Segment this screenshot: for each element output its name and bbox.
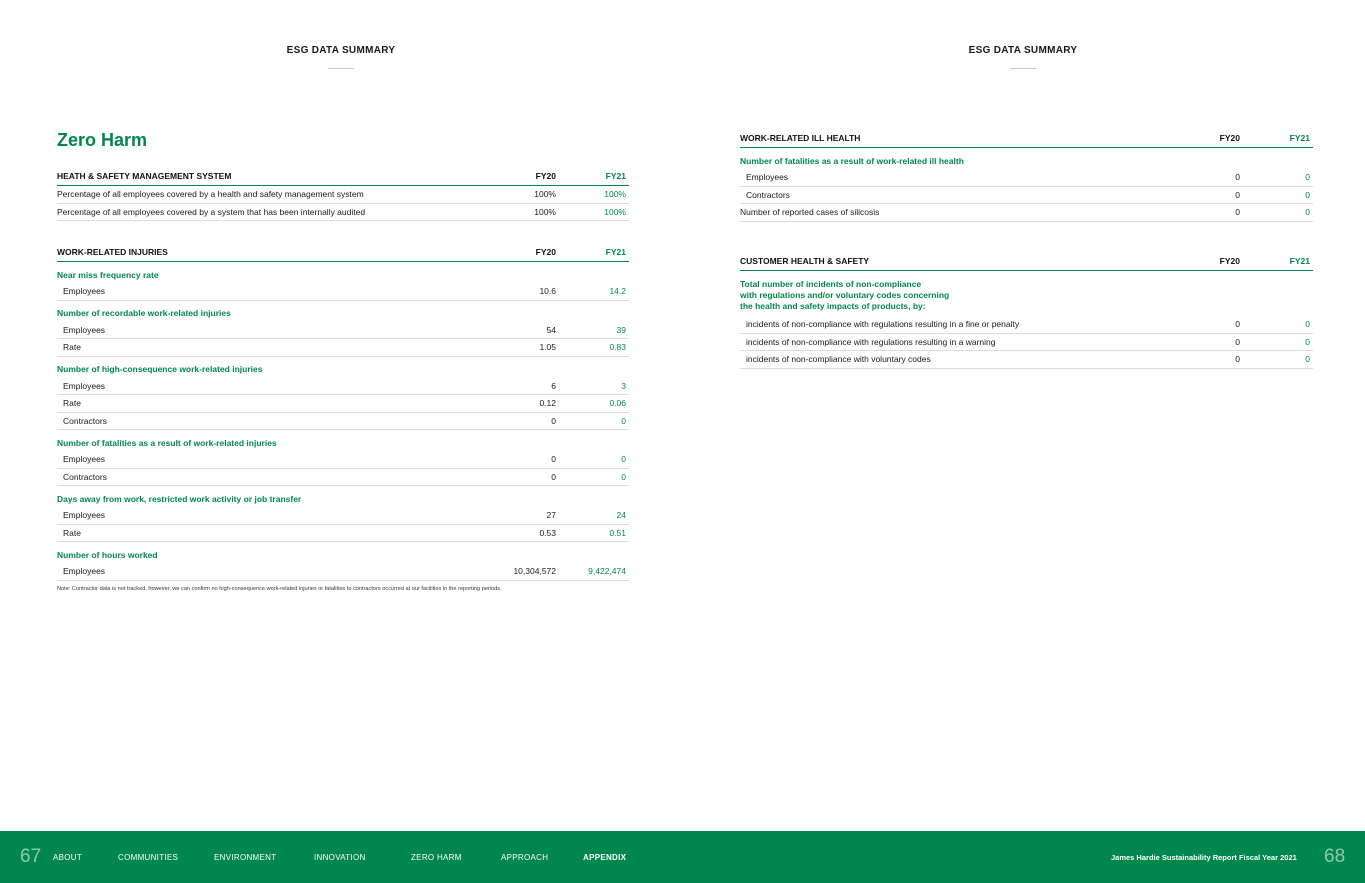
row-fy20: 0 [476, 412, 556, 430]
row-fy21: 0 [1240, 204, 1313, 222]
row-fy21: 0.06 [556, 395, 629, 413]
page-header-left [191, 45, 491, 69]
col-fy21: FY21 [556, 167, 629, 186]
row-fy20: 100% [476, 186, 556, 204]
col-fy20: FY20 [1160, 129, 1240, 148]
row-label: Contractors [740, 186, 1160, 204]
row-fy21: 3 [556, 377, 629, 395]
row-fy21: 0 [556, 451, 629, 469]
row-fy20: 0 [476, 451, 556, 469]
page-header-right [873, 45, 1173, 69]
row-fy20: 1.05 [476, 339, 556, 357]
col-fy20: FY20 [476, 167, 556, 186]
hs-management-table [57, 167, 629, 221]
group-heading [740, 270, 1313, 316]
page-header-title: ESG DATA SUMMARY [286, 45, 396, 56]
col-fy21: FY21 [556, 243, 629, 262]
row-fy20: 10,304,572 [476, 563, 556, 581]
section-title: Zero Harm [57, 130, 148, 150]
table-row [57, 377, 629, 395]
table-row [57, 507, 629, 525]
table-row [740, 333, 1313, 351]
row-label: Number of reported cases of silicosis [740, 204, 1160, 222]
group-title: Days away from work, restricted work activity or job transfer [57, 493, 302, 504]
row-label: Contractors [57, 412, 476, 430]
group-heading [57, 542, 629, 563]
work-related-ill-health-table [740, 129, 1313, 222]
group-title: Number of fatalities as a result of work-related ill health [740, 155, 964, 166]
nav-approach[interactable]: APPROACH [501, 853, 549, 862]
table-row [57, 339, 629, 357]
row-fy21: 100% [556, 203, 629, 221]
table-row [740, 204, 1313, 222]
row-label: Employees [740, 169, 1160, 187]
group-title-line: the health and safety impacts of products, by: [740, 300, 926, 311]
row-fy20: 6 [476, 377, 556, 395]
report-title: James Hardie Sustainability Report Fiscal Year 2021 [1111, 853, 1297, 862]
table-row [57, 524, 629, 542]
row-fy21: 9,422,474 [556, 563, 629, 581]
row-label: Rate [57, 524, 476, 542]
table-row [57, 468, 629, 486]
row-fy20: 0.53 [476, 524, 556, 542]
col-fy20: FY20 [476, 243, 556, 262]
row-label: incidents of non-compliance with regulations resulting in a warning [740, 333, 1160, 351]
row-label: Percentage of all employees covered by a system that has been internally audited [57, 203, 476, 221]
page-header-title: ESG DATA SUMMARY [968, 45, 1078, 56]
row-fy20: 0 [1160, 204, 1240, 222]
row-fy21: 24 [556, 507, 629, 525]
group-title [740, 270, 1313, 316]
left-column [57, 167, 629, 592]
row-label: Contractors [57, 468, 476, 486]
header-divider [328, 68, 354, 69]
row-fy21: 0.83 [556, 339, 629, 357]
table-row [57, 395, 629, 413]
group-heading [740, 148, 1313, 169]
row-fy21: 14.2 [556, 283, 629, 301]
nav-innovation[interactable]: INNOVATION [314, 853, 366, 862]
table-row [57, 451, 629, 469]
right-column [740, 129, 1313, 369]
group-heading [57, 300, 629, 321]
row-fy20: 0 [1160, 351, 1240, 369]
nav-communities[interactable]: COMMUNITIES [118, 853, 179, 862]
group-title-line: with regulations and/or voluntary codes concerning [740, 289, 950, 300]
table-row [57, 283, 629, 301]
table-row [740, 186, 1313, 204]
row-fy20: 0 [1160, 169, 1240, 187]
row-label: Employees [57, 451, 476, 469]
table-row [57, 203, 629, 221]
row-fy20: 27 [476, 507, 556, 525]
group-title: Number of high-consequence work-related injuries [57, 364, 263, 374]
group-heading [57, 486, 629, 507]
table-row [740, 316, 1313, 334]
row-fy20: 0 [1160, 333, 1240, 351]
nav-zero-harm[interactable]: ZERO HARM [411, 853, 462, 862]
table-row [57, 321, 629, 339]
group-title: Number of recordable work-related injuries [57, 308, 231, 318]
col-fy21: FY21 [1240, 252, 1313, 271]
row-label: Employees [57, 321, 476, 339]
row-fy20: 10.6 [476, 283, 556, 301]
row-fy20: 0 [1160, 316, 1240, 334]
row-label: Employees [57, 563, 476, 581]
row-fy21: 0 [1240, 186, 1313, 204]
group-heading [57, 262, 629, 283]
group-heading [57, 356, 629, 377]
row-fy20: 0 [1160, 186, 1240, 204]
col-fy21: FY21 [1240, 129, 1313, 148]
table-title: WORK-RELATED ILL HEALTH [740, 129, 1160, 148]
row-fy21: 0 [556, 468, 629, 486]
row-fy21: 39 [556, 321, 629, 339]
row-label: Rate [57, 395, 476, 413]
page-number-right: 68 [1324, 846, 1346, 867]
row-label: incidents of non-compliance with regulations resulting in a fine or penalty [740, 316, 1160, 334]
table-row [57, 186, 629, 204]
row-label: Employees [57, 283, 476, 301]
row-fy21: 0 [1240, 351, 1313, 369]
table-title: WORK-RELATED INJURIES [57, 243, 476, 262]
table-row [740, 351, 1313, 369]
row-fy21: 0 [1240, 169, 1313, 187]
group-title: Number of hours worked [57, 549, 158, 560]
footer-bar [0, 831, 1365, 883]
row-label: Rate [57, 339, 476, 357]
table-title: HEATH & SAFETY MANAGEMENT SYSTEM [57, 167, 476, 186]
row-label: Percentage of all employees covered by a health and safety management system [57, 186, 476, 204]
group-heading [57, 430, 629, 451]
table-row [57, 412, 629, 430]
col-fy20: FY20 [1160, 252, 1240, 271]
page-number-left: 67 [20, 846, 42, 867]
table-title: CUSTOMER HEALTH & SAFETY [740, 252, 1160, 271]
header-divider [1010, 68, 1036, 69]
group-title: Number of fatalities as a result of work-related injuries [57, 437, 277, 448]
row-fy21: 100% [556, 186, 629, 204]
nav-environment[interactable]: ENVIRONMENT [214, 853, 277, 862]
row-fy21: 0.51 [556, 524, 629, 542]
work-related-injuries-table [57, 243, 629, 581]
contractor-note: Note: Contractor data is not tracked, however, we can confirm no high-consequence work-related injuries or fatalities to contractors occurred at our facilities in the reporting periods. [57, 585, 502, 592]
row-fy20: 54 [476, 321, 556, 339]
group-title-line: Total number of incidents of non-compliance [740, 278, 922, 289]
row-fy20: 0.12 [476, 395, 556, 413]
row-fy21: 0 [556, 412, 629, 430]
row-fy20: 0 [476, 468, 556, 486]
customer-health-safety-table [740, 252, 1313, 369]
table-row [740, 169, 1313, 187]
row-fy20: 100% [476, 203, 556, 221]
nav-about[interactable]: ABOUT [53, 853, 83, 862]
row-label: Employees [57, 377, 476, 395]
group-title: Near miss frequency rate [57, 269, 159, 280]
nav-appendix[interactable]: APPENDIX [583, 853, 627, 862]
row-label: Employees [57, 507, 476, 525]
table-row [57, 563, 629, 581]
row-fy21: 0 [1240, 316, 1313, 334]
row-fy21: 0 [1240, 333, 1313, 351]
row-label: incidents of non-compliance with voluntary codes [740, 351, 1160, 369]
